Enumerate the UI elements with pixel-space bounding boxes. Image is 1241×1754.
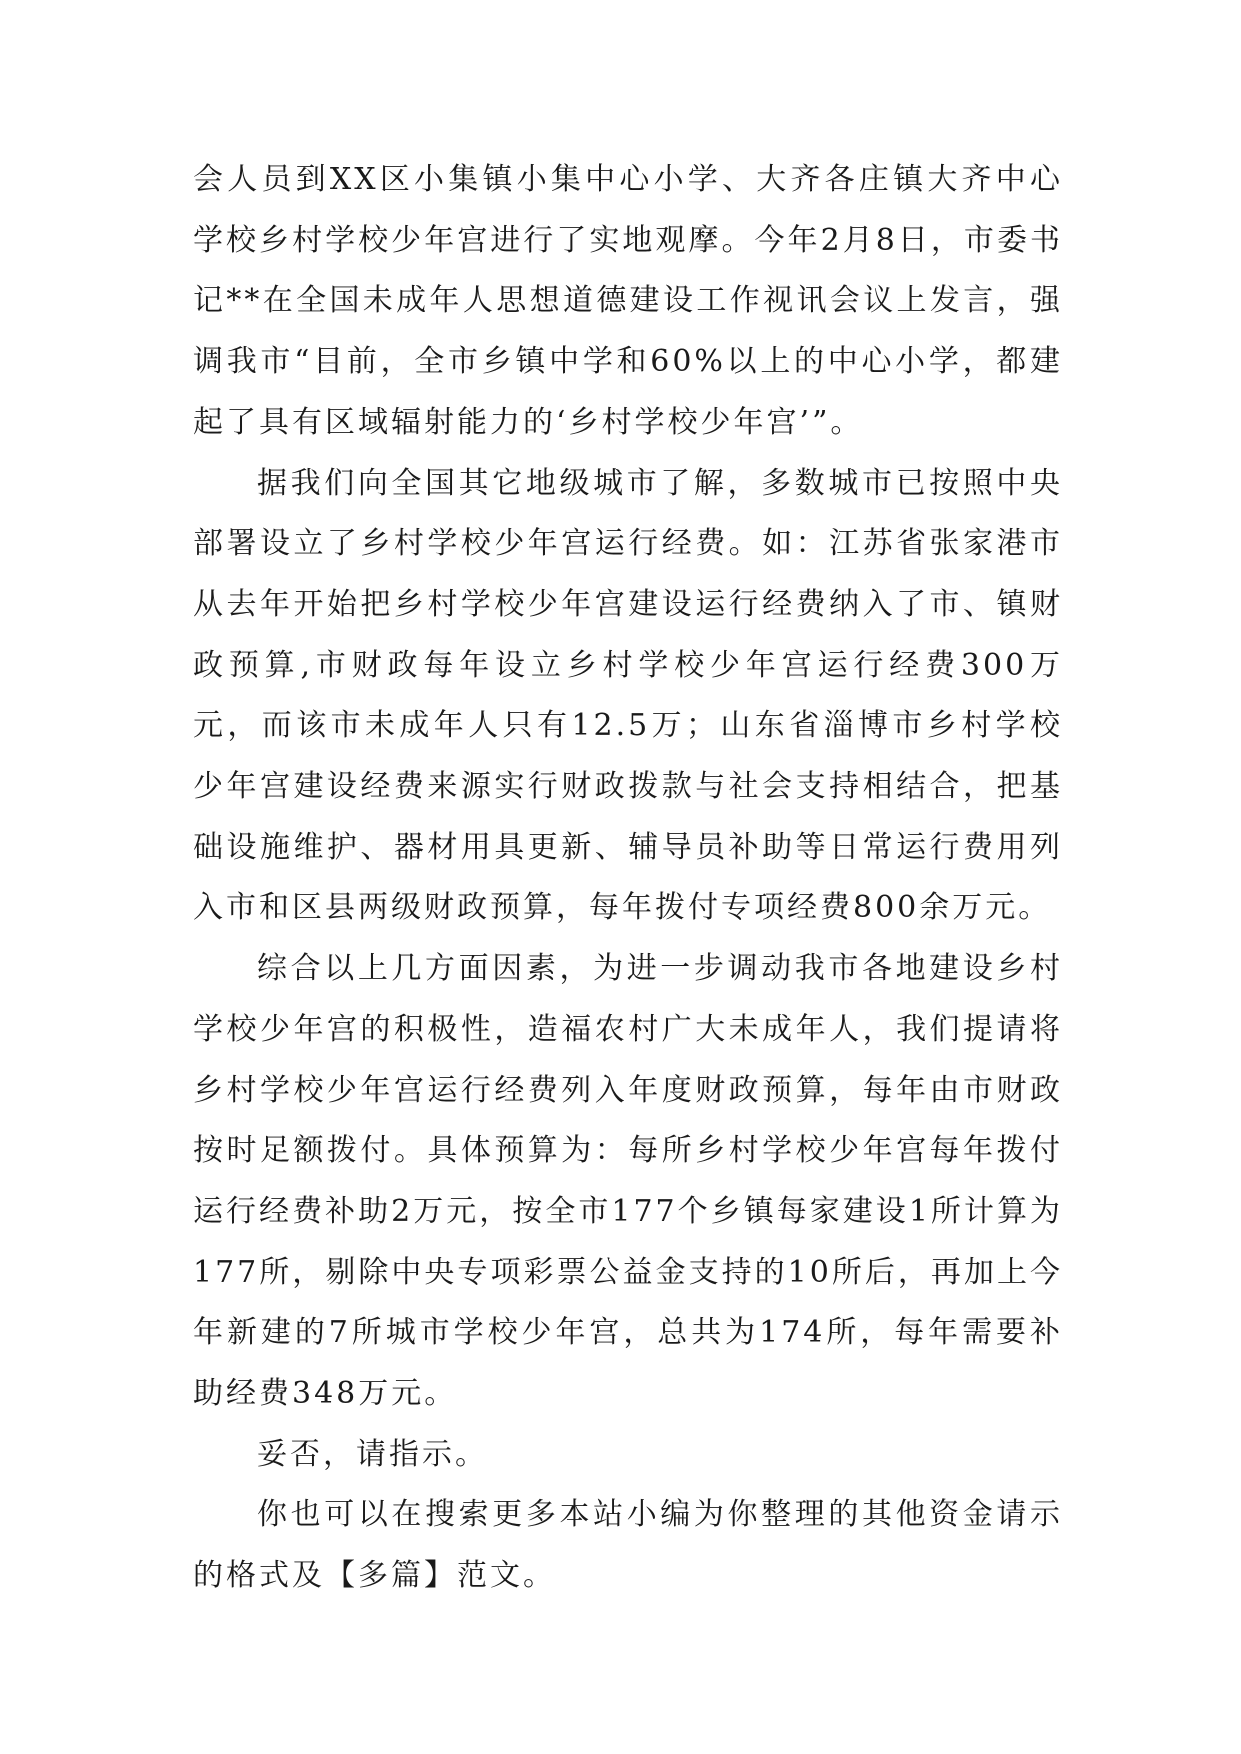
paragraph-site-visit: 会人员到XX区小集镇小集中心小学、大齐各庄镇大齐中心学校乡村学校少年宫进行了实地观摩。今年2月8日，市委书记**在全国未成年人思想道德建设工作视讯会议上发言，强调我市“目前，全市乡镇中学和60%以上的中心小学，都建起了具有区域辐射能力的‘乡村学校少年宫’”。 (193, 162, 1063, 440)
paragraph-budget-request: 综合以上几方面因素，为进一步调动我市各地建设乡村学校少年宫的积极性，造福农村广大未成年人，我们提请将乡村学校少年宫运行经费列入年度财政预算，每年由市财政按时足额拨付。具体预算为：每所乡村学校少年宫每年拨付运行经费补助2万元，按全市177个乡镇每家建设1所计算为177所，剔除中央专项彩票公益金支持的10所后，再加上今年新建的7所城市学校少年宫，总共为174所，每年需要补助经费348万元。 (193, 951, 1063, 1412)
paragraph-site-note: 你也可以在搜索更多本站小编为你整理的其他资金请示的格式及【多篇】范文。 (193, 1497, 1063, 1594)
paragraph-closing: 妥否，请指示。 (257, 1436, 488, 1472)
paragraph-other-cities: 据我们向全国其它地级城市了解，多数城市已按照中央部署设立了乡村学校少年宫运行经费。如：江苏省张家港市从去年开始把乡村学校少年宫建设运行经费纳入了市、镇财政预算,市财政每年设立乡村学校少年宫运行经费300万元，而该市未成年人只有12.5万；山东省淄博市乡村学校少年宫建设经费来源实行财政拨款与社会支持相结合，把基础设施维护、器材用具更新、辅导员补助等日常运行费用列入市和区县两级财政预算，每年拨付专项经费800余万元。 (193, 465, 1063, 926)
document-body (193, 150, 1063, 1607)
